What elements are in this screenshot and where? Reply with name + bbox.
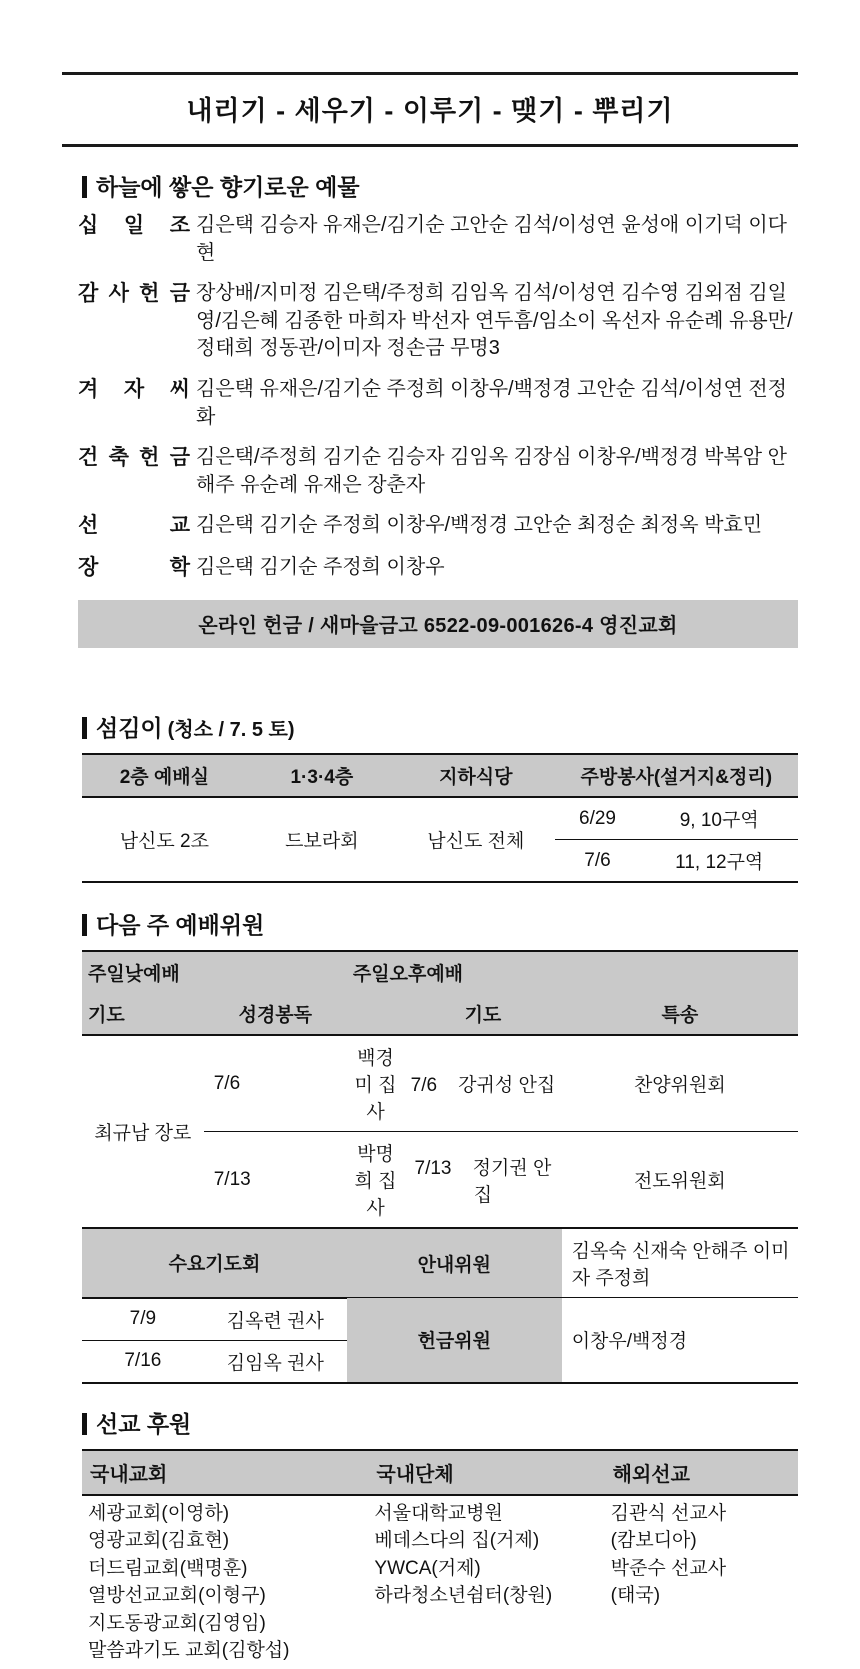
- afternoon-prayer-header: 기도: [464, 1005, 502, 1027]
- offering-row: [78, 280, 798, 363]
- list-item: 박준수 선교사: [610, 1557, 727, 1579]
- banner-title: 내리기 - 세우기 - 이루기 - 맺기 - 뿌리기: [186, 96, 674, 126]
- heading-bar-icon: [82, 1413, 87, 1435]
- mission-col-domestic-orgs: 국내단체: [376, 1463, 454, 1486]
- afternoon-prayer-name: 강귀성 안집: [458, 1075, 556, 1097]
- offerings-heading: [82, 169, 860, 202]
- next-week-sub-header: [82, 993, 798, 1035]
- afternoon-service-header: 주일오후예배: [352, 964, 464, 986]
- offering-row: [78, 444, 798, 499]
- list-item: 김관식 선교사: [610, 1502, 727, 1524]
- spacer-cell: [347, 993, 404, 1035]
- offering-label-char: 겨: [78, 377, 99, 401]
- offering-label-char: 십: [78, 214, 99, 237]
- service-floor2-value: 남신도 2조: [119, 831, 209, 853]
- offering-row: [78, 512, 798, 540]
- scripture-date: 7/6: [204, 1035, 347, 1132]
- next-week-heading-label: 다음 주 예배위원: [96, 912, 265, 939]
- scripture-date: 7/13: [213, 1168, 251, 1190]
- wednesday-name: 김옥련 권사: [204, 1298, 347, 1341]
- offering-committee-label: 헌금위원: [347, 1298, 562, 1383]
- service-heading-label: 섬김이: [96, 715, 163, 742]
- service-col-floor134: 1·3·4층: [290, 767, 354, 789]
- offering-names: 김은택/주정희 김기순 김승자 김임옥 김장심 이창우/백정경 박복암 안해주 유순례 유재은 장춘자: [196, 446, 787, 496]
- list-item: 세광교회(이영하): [88, 1502, 230, 1524]
- offerings-heading-label: 하늘에 쌓은 향기로운 예물: [96, 174, 360, 200]
- heading-bar-icon: [82, 717, 87, 739]
- offering-label-char: 헌: [139, 282, 160, 306]
- list-item: (캄보디아): [610, 1530, 697, 1552]
- afternoon-prayer-date: 7/13: [414, 1157, 452, 1179]
- offering-names: 장상배/지미정 김은택/주정희 김임옥 김석/이성연 김수영 김외점 김일영/김은혜 김종한 마희자 박선자 연두흠/임소이 옥선자 유순례 유용만/정태희 정동관/이미자 정손금 무명3: [196, 282, 793, 360]
- mission-col-domestic-churches: 국내교회: [90, 1463, 168, 1486]
- next-week-heading: [82, 907, 860, 940]
- table-row: [82, 1035, 798, 1132]
- domestic-orgs-list: [368, 1495, 604, 1669]
- mission-body-row: [82, 1495, 798, 1669]
- offering-label-char: 자: [123, 377, 145, 401]
- offering-label-char: 헌: [139, 446, 160, 470]
- offering-label-char: 씨: [169, 377, 190, 401]
- offering-committee-names: 이창우/백정경: [562, 1298, 798, 1383]
- list-item: 영광교회(김효현): [88, 1530, 230, 1552]
- list-item: 서울대학교병원: [374, 1502, 503, 1524]
- offering-label-char: 장: [78, 555, 99, 579]
- list-item: 말씀과기도 교회(김항섭): [88, 1640, 290, 1662]
- afternoon-prayer-date: 7/6: [410, 1075, 438, 1097]
- service-col-kitchen: 주방봉사(설거지&정리): [580, 767, 773, 789]
- offering-label-char: 축: [108, 446, 129, 470]
- offering-label-char: 조: [169, 214, 190, 237]
- service-table: [82, 753, 798, 883]
- offering-label-char: 사: [108, 282, 129, 306]
- offering-label: [78, 376, 196, 404]
- table-row: [82, 797, 798, 840]
- offering-names: 김은택 유재은/김기순 주정희 이창우/백정경 고안순 김석/이성연 전정화: [196, 377, 787, 428]
- list-item: 더드림교회(백명훈): [88, 1557, 248, 1579]
- service-col-basement: 지하식당: [439, 767, 513, 789]
- offering-label-char: 감: [78, 282, 99, 306]
- domestic-churches-list: [82, 1495, 368, 1669]
- mission-heading-label: 선교 후원: [96, 1410, 192, 1437]
- service-floor134-value: 드보라회: [285, 831, 359, 853]
- scripture-name: 백경미 집사: [347, 1035, 404, 1132]
- offering-names: 김은택 김승자 유재은/김기순 고안순 김석/이성연 윤성애 이기덕 이다현: [196, 214, 787, 264]
- service-col-floor2: 2층 예배실: [119, 767, 209, 789]
- offering-label-char: 교: [169, 514, 190, 538]
- offering-label: [78, 212, 196, 240]
- bulletin-page: [0, 72, 860, 1662]
- offering-label: [78, 512, 196, 540]
- wednesday-date: 7/16: [124, 1350, 162, 1372]
- kitchen-date: 7/6: [584, 849, 611, 871]
- next-week-table: [82, 950, 798, 1384]
- guide-committee-label: 안내위원: [347, 1228, 562, 1298]
- table-row: [82, 1228, 798, 1298]
- mission-table-header: [82, 1450, 798, 1495]
- guide-committee-names: 김옥숙 신재숙 안해주 이미자 주정희: [562, 1228, 798, 1298]
- online-offering-bar: 온라인 헌금 / 새마을금고 6522-09-001626-4 영진교회: [78, 600, 798, 648]
- heading-bar-icon: [82, 914, 87, 936]
- list-item: 베데스다의 집(거제): [374, 1530, 540, 1552]
- special-song-value: 찬양위원회: [562, 1035, 798, 1132]
- overseas-mission-list: [605, 1495, 798, 1669]
- offerings-list: [0, 212, 860, 582]
- list-item: YWCA(거제): [374, 1557, 481, 1579]
- list-item: 지도동광교회(김영임): [88, 1612, 266, 1634]
- offering-label-char: 일: [123, 214, 145, 237]
- offering-label-char: 선: [78, 514, 99, 538]
- wednesday-prayer-label: 수요기도회: [82, 1228, 347, 1298]
- offering-label: [78, 554, 196, 582]
- morning-prayer-header: 기도: [88, 1005, 125, 1027]
- table-row: [82, 1298, 798, 1341]
- wednesday-name: 김임옥 권사: [226, 1352, 324, 1374]
- list-item: 열방선교교회(이형구): [88, 1585, 266, 1607]
- service-table-header: [82, 754, 798, 797]
- heading-bar-icon: [82, 176, 87, 198]
- afternoon-prayer-row: [404, 1132, 562, 1229]
- morning-service-header: 주일낮예배: [88, 964, 180, 986]
- kitchen-date: 6/29: [555, 797, 641, 840]
- special-song-value: 전도위원회: [633, 1171, 726, 1193]
- next-week-group-header: [82, 951, 798, 993]
- morning-prayer-value: 최규남 장로: [94, 1123, 192, 1145]
- offering-row: [78, 554, 798, 582]
- wednesday-date: 7/9: [82, 1298, 204, 1341]
- scripture-header: 성경봉독: [238, 1005, 313, 1027]
- afternoon-prayer-name: 정기권 안집: [472, 1157, 552, 1206]
- service-heading-sub: (청소 / 7. 5 토): [167, 719, 295, 742]
- offering-row: [78, 212, 798, 267]
- offering-label-char: 금: [169, 446, 190, 470]
- list-item: (태국): [610, 1585, 661, 1607]
- service-heading: [82, 710, 860, 743]
- service-basement-value: 남신도 전체: [427, 831, 525, 853]
- offering-label: [78, 280, 196, 308]
- offering-names: 김은택 김기순 주정희 이창우: [196, 555, 445, 578]
- banner: [62, 72, 798, 147]
- offering-label: [78, 444, 196, 472]
- mission-col-overseas: 해외선교: [612, 1463, 690, 1486]
- kitchen-zone: 9, 10구역: [640, 797, 798, 840]
- mission-heading: [82, 1406, 860, 1439]
- afternoon-prayer-row: [404, 1035, 562, 1132]
- kitchen-zone: 11, 12구역: [675, 852, 764, 874]
- offering-names: 김은택 김기순 주정희 이창우/백정경 고안순 최정순 최정옥 박효민: [196, 514, 763, 537]
- offering-row: [78, 376, 798, 431]
- offering-label-char: 학: [169, 555, 190, 579]
- scripture-name: 박명희 집사: [354, 1144, 397, 1220]
- list-item: 하라청소년쉼터(창원): [374, 1585, 553, 1607]
- mission-table: [82, 1449, 798, 1669]
- special-song-header: 특송: [661, 1005, 699, 1027]
- offering-label-char: 금: [169, 282, 190, 306]
- offering-label-char: 건: [78, 446, 99, 470]
